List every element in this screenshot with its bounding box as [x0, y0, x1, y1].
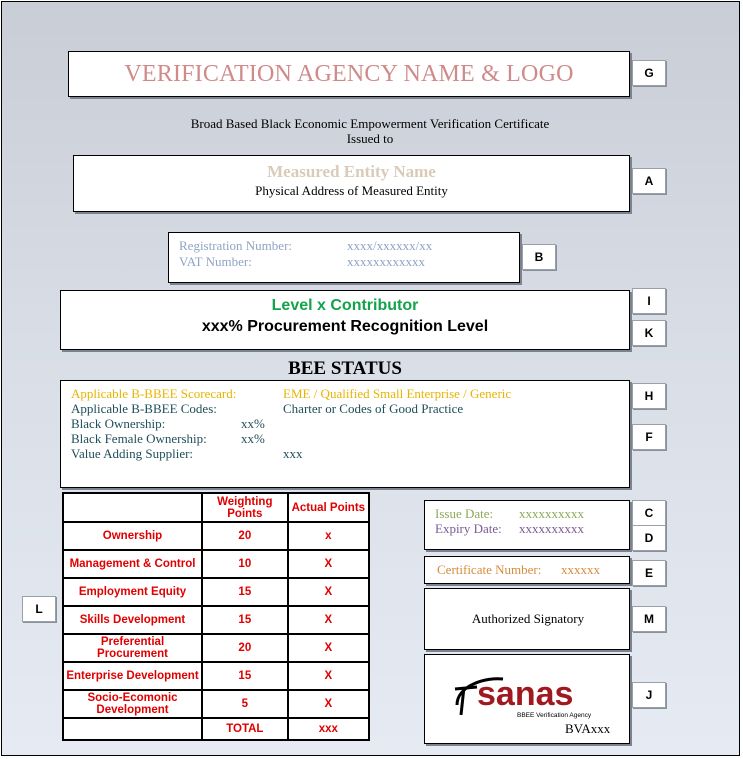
table-header-row — [63, 493, 369, 522]
table-row — [63, 578, 369, 606]
agency-logo-box — [68, 51, 630, 97]
table-header-actual: Actual Points — [288, 493, 369, 522]
sanas-code: BVAxxx — [565, 721, 611, 736]
entity-name: Measured Entity Name — [267, 162, 436, 181]
sanas-box — [424, 654, 630, 744]
scorecard-value: EME / Qualified Small Enterprise / Generic — [283, 386, 512, 401]
registration-label: Registration Number: — [179, 238, 293, 253]
bee-status-title: BEE STATUS — [288, 358, 402, 379]
level-box — [60, 290, 630, 350]
vat-label: VAT Number: — [179, 254, 252, 269]
tag-e: E — [632, 560, 666, 586]
weighting-points: 15 — [202, 606, 288, 634]
element-name: Ownership — [63, 522, 202, 550]
tag-k: K — [632, 320, 666, 346]
element-name: Management & Control — [63, 550, 202, 578]
element-name: Socio-Ecomonic Development — [63, 690, 202, 718]
sanas-logo-tagline: BBEE Verification Agency — [517, 712, 592, 719]
agency-name: VERIFICATION AGENCY NAME & LOGO — [124, 61, 574, 87]
total-empty-cell — [63, 718, 202, 740]
table-row — [63, 690, 369, 718]
issue-date-value: xxxxxxxxxx — [519, 506, 584, 521]
tag-b: B — [522, 244, 556, 270]
tag-d: D — [632, 525, 666, 551]
actual-points: x — [288, 522, 369, 550]
table-row — [63, 662, 369, 690]
tag-m: M — [632, 606, 666, 632]
certificate-title-line1: Broad Based Black Economic Empowerment Verification Certificate — [190, 116, 550, 131]
entity-address: Physical Address of Measured Entity — [255, 183, 448, 198]
tag-j: J — [632, 682, 666, 708]
total-value: xxx — [288, 718, 369, 740]
actual-points: X — [288, 550, 369, 578]
tag-f: F — [632, 424, 666, 450]
element-name: Employment Equity — [63, 578, 202, 606]
scorecard-table — [62, 492, 370, 741]
certificate-number-box — [424, 556, 630, 584]
actual-points: X — [288, 634, 369, 662]
weighting-points: 5 — [202, 690, 288, 718]
table-row — [63, 522, 369, 550]
expiry-date-label: Expiry Date: — [435, 521, 502, 536]
scorecard-label: Applicable B-BBEE Scorecard: — [71, 386, 237, 401]
certificate-title — [100, 116, 640, 146]
table-row — [63, 634, 369, 662]
certificate-number-label: Certificate Number: — [437, 562, 542, 577]
element-name: Preferential Procurement — [63, 634, 202, 662]
dates-box — [424, 500, 630, 550]
tag-a: A — [632, 168, 666, 194]
actual-points: X — [288, 662, 369, 690]
table-header-element — [63, 493, 202, 522]
tag-l: L — [22, 596, 56, 622]
certificate-title-line2: Issued to — [346, 131, 394, 146]
black-ownership-value: xx% — [241, 416, 265, 431]
table-header-weighting: Weighting Points — [202, 493, 288, 522]
weighting-points: 20 — [202, 634, 288, 662]
tag-c: C — [632, 500, 666, 526]
bee-status-box — [60, 380, 630, 488]
element-name: Enterprise Development — [63, 662, 202, 690]
element-name: Skills Development — [63, 606, 202, 634]
table-total-row — [63, 718, 369, 740]
contributor-level: Level x Contributor — [271, 297, 419, 314]
weighting-points: 10 — [202, 550, 288, 578]
registration-box — [168, 232, 520, 283]
actual-points: X — [288, 578, 369, 606]
registration-value: xxxx/xxxxxx/xx — [347, 238, 433, 253]
issue-date-label: Issue Date: — [435, 506, 494, 521]
total-label: TOTAL — [202, 718, 288, 740]
procurement-recognition-level: xxx% Procurement Recognition Level — [201, 318, 489, 335]
black-ownership-label: Black Ownership: — [71, 416, 166, 431]
weighting-points: 15 — [202, 662, 288, 690]
sanas-logo-text: sanas — [477, 675, 574, 713]
entity-box — [73, 155, 630, 212]
tag-h: H — [632, 383, 666, 409]
weighting-points: 15 — [202, 578, 288, 606]
codes-label: Applicable B-BBEE Codes: — [71, 401, 217, 416]
signatory-box — [424, 588, 630, 650]
table-row — [63, 550, 369, 578]
value-adding-label: Value Adding Supplier: — [71, 446, 194, 461]
tag-i: I — [632, 288, 666, 314]
vat-value: xxxxxxxxxxxx — [347, 254, 425, 269]
tag-g: G — [632, 60, 666, 86]
sanas-logo — [447, 665, 617, 727]
black-female-ownership-label: Black Female Ownership: — [71, 431, 207, 446]
authorized-signatory-label: Authorized Signatory — [471, 611, 585, 626]
codes-value: Charter or Codes of Good Practice — [283, 401, 464, 416]
certificate-number-value: xxxxxx — [561, 562, 600, 577]
value-adding-value: xxx — [283, 446, 303, 461]
actual-points: X — [288, 690, 369, 718]
table-row — [63, 606, 369, 634]
actual-points: X — [288, 606, 369, 634]
expiry-date-value: xxxxxxxxxx — [519, 521, 584, 536]
weighting-points: 20 — [202, 522, 288, 550]
black-female-ownership-value: xx% — [241, 431, 265, 446]
